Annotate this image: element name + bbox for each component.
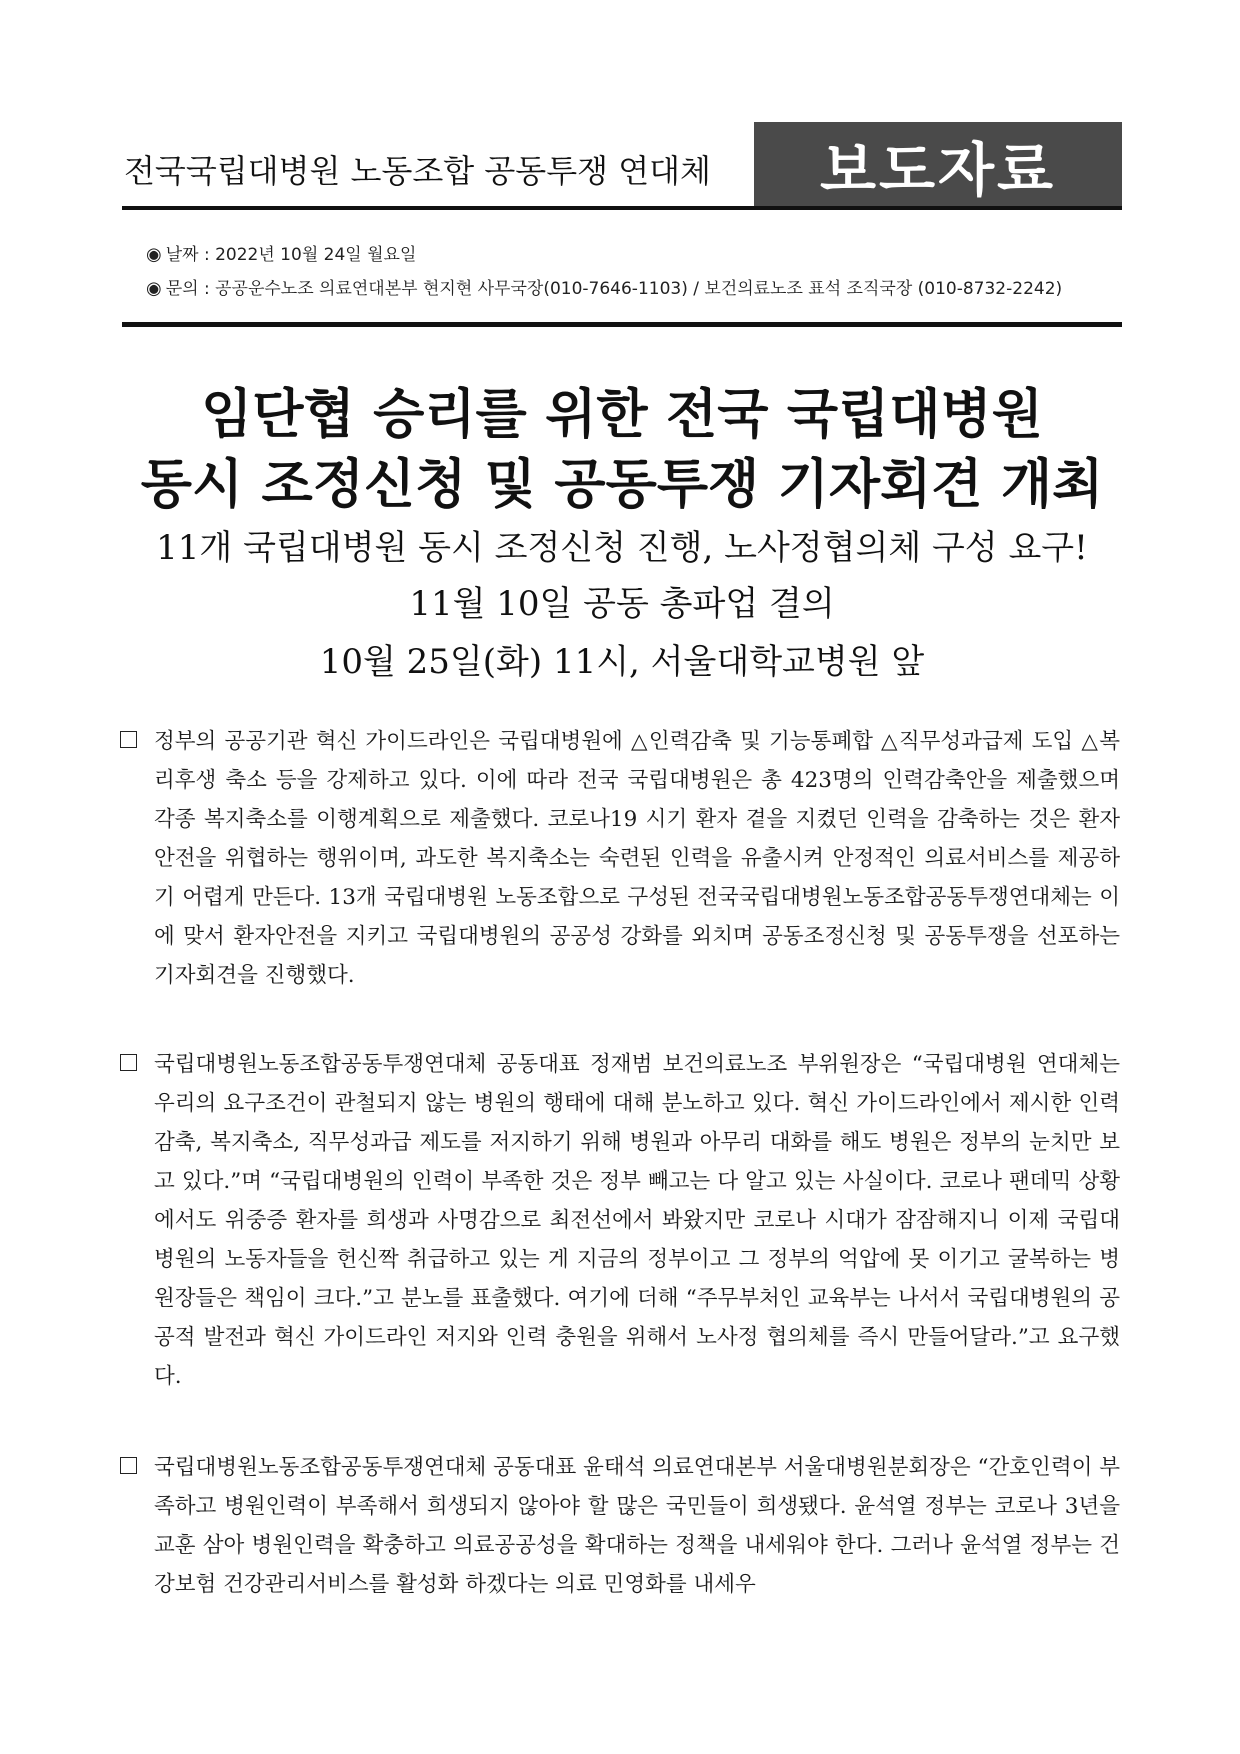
info-divider xyxy=(122,322,1122,327)
checkbox-bullet-icon xyxy=(120,731,137,748)
date-text: 날짜 : 2022년 10월 24일 월요일 xyxy=(165,245,417,265)
paragraph-text: 정부의 공공기관 혁신 가이드라인은 국립대병원에 △인력감축 및 기능통폐합 △직무성과급제 도입 △복리후생 축소 등을 강제하고 있다. 이에 따라 전국 국립대병원은 총 423명의 인력감축안을 제출했으며 각종 복지축소를 이행계획으로 제출했다. 코로나19 시기 환자 곁을 지켰던 인력을 감축하는 것은 환자안전을 위협하는 행위이며, 과도한 복지축소는 숙련된 인력을 유출시켜 안정적인 의료서비스를 제공하기 어렵게 만든다. 13개 국립대병원 노동조합으로 구성된 전국국립대병원노동조합공동투쟁연대체는 이에 맞서 환자안전을 지키고 국립대병원의 공공성 강화를 외치며 공동조정신청 및 공동투쟁을 선포하는 기자회견을 진행했다. xyxy=(154,729,1120,988)
page-header xyxy=(122,122,1122,208)
paragraph xyxy=(120,1448,1120,1604)
contact-text: 문의 : 공공운수노조 의료연대본부 현지현 사무국장(010-7646-1103) / 보건의료노조 표석 조직국장 (010-8732-2242) xyxy=(165,279,1063,299)
headline-line-2: 동시 조정신청 및 공동투쟁 기자회견 개최 xyxy=(140,454,1104,515)
bullet-icon: ◉ xyxy=(146,278,162,299)
headline-line-1: 임단협 승리를 위한 전국 국립대병원 xyxy=(201,384,1043,445)
subheadline-2: 11월 10일 공동 총파업 결의 xyxy=(409,584,835,624)
contact-row xyxy=(146,272,1062,306)
checkbox-bullet-icon xyxy=(120,1054,137,1071)
press-release-badge: 보도자료 xyxy=(754,122,1122,208)
paragraph xyxy=(120,1045,1120,1396)
header-divider xyxy=(122,206,1122,210)
subheadline-3: 10월 25일(화) 11시, 서울대학교병원 앞 xyxy=(319,642,925,682)
paragraph-text: 국립대병원노동조합공동투쟁연대체 공동대표 윤태석 의료연대본부 서울대병원분회장은 “간호인력이 부족하고 병원인력이 부족해서 희생되지 않아야 할 많은 국민들이 희생됐다. 윤석열 정부는 코로나 3년을 교훈 삼아 병원인력을 확충하고 의료공공성을 확대하는 정책을 내세워야 한다. 그러나 윤석열 정부는 건강보험 건강관리서비스를 활성화 하겠다는 의료 민영화를 내세우 xyxy=(154,1455,1120,1597)
date-row xyxy=(146,238,1062,272)
org-name: 전국국립대병원 노동조합 공동투쟁 연대체 xyxy=(124,152,711,190)
bullet-icon: ◉ xyxy=(146,244,162,265)
info-block xyxy=(146,238,1062,306)
paragraph xyxy=(120,722,1120,995)
checkbox-bullet-icon xyxy=(120,1457,137,1474)
subheadline-1: 11개 국립대병원 동시 조정신청 진행, 노사정협의체 구성 요구! xyxy=(156,528,1088,568)
paragraph-text: 국립대병원노동조합공동투쟁연대체 공동대표 정재범 보건의료노조 부위원장은 “국립대병원 연대체는 우리의 요구조건이 관철되지 않는 병원의 행태에 대해 분노하고 있다. 혁신 가이드라인에서 제시한 인력감축, 복지축소, 직무성과급 제도를 저지하기 위해 병원과 아무리 대화를 해도 병원은 정부의 눈치만 보고 있다.”며 “국립대병원의 인력이 부족한 것은 정부 빼고는 다 알고 있는 사실이다. 코로나 팬데믹 상황에서도 위중증 환자를 희생과 사명감으로 최전선에서 봐왔지만 코로나 시대가 잠잠해지니 이제 국립대병원의 노동자들을 헌신짝 취급하고 있는 게 지금의 정부이고 그 정부의 억압에 못 이기고 굴복하는 병원장들은 책임이 크다.”고 분노를 표출했다. 여기에 더해 “주무부처인 교육부는 나서서 국립대병원의 공공적 발전과 혁신 가이드라인 저지와 인력 충원을 위해서 노사정 협의체를 즉시 만들어달라.”고 요구했다. xyxy=(154,1052,1120,1389)
